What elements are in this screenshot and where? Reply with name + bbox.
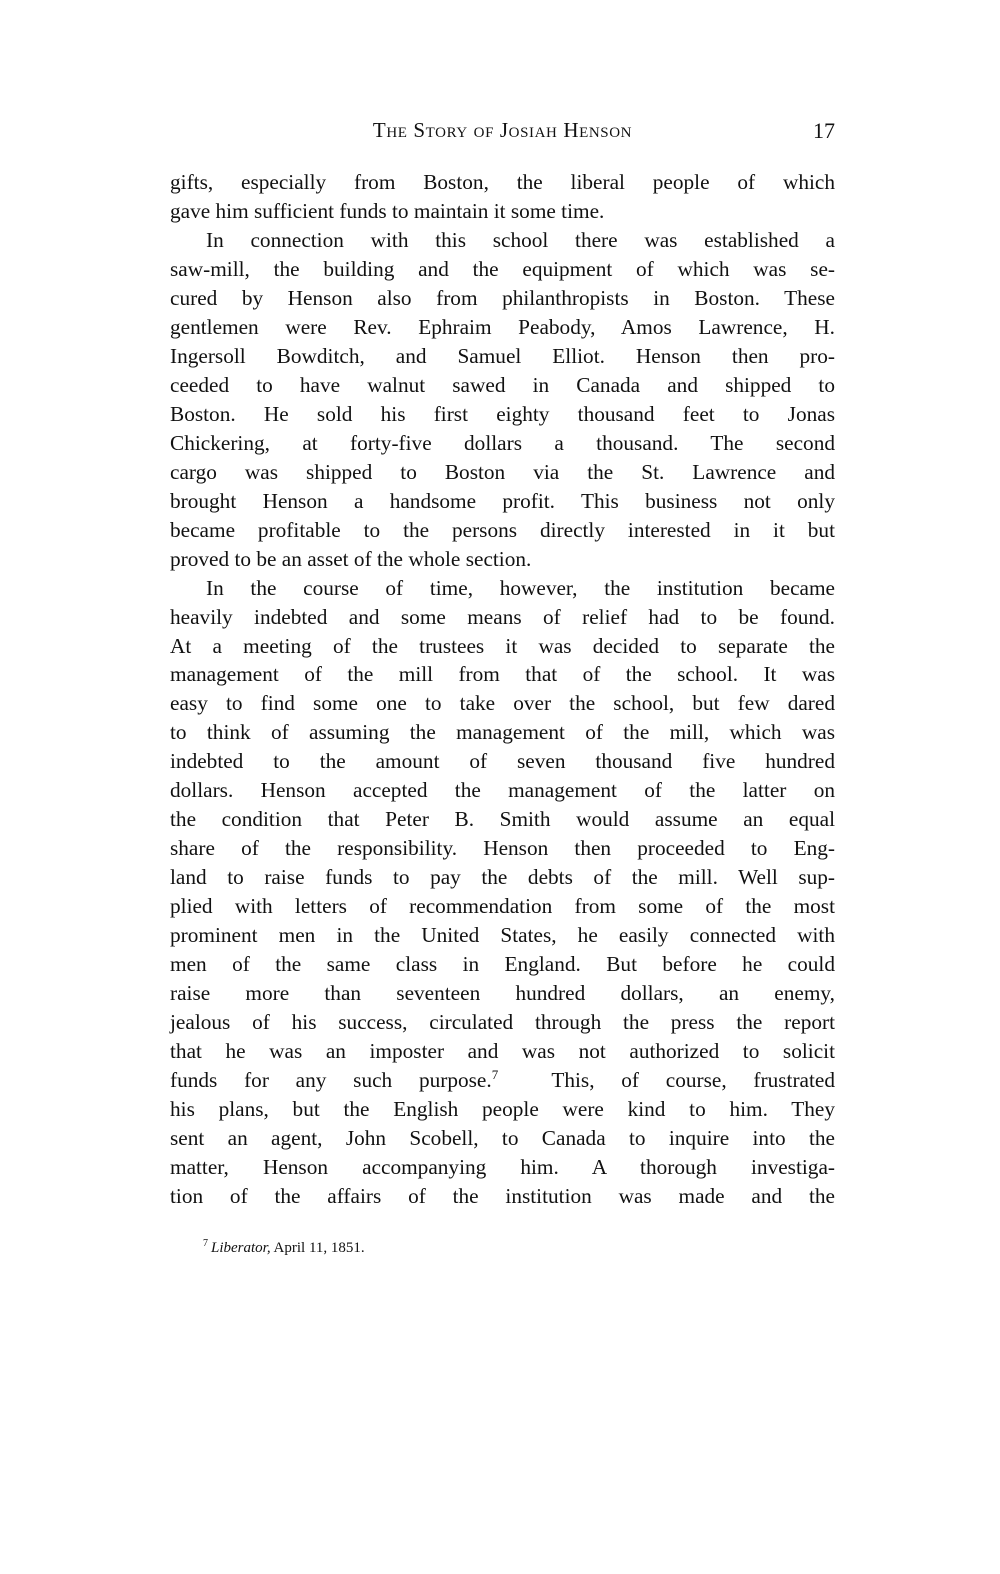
text-line: gentlemen were Rev. Ephraim Peabody, Amos Lawrence, H. [170,314,835,339]
text-line: plied with letters of recommendation from some of the most [170,894,835,919]
text-line: that he was an imposter and was not authorized to solicit [170,1039,835,1064]
text-line: sent an agent, John Scobell, to Canada to inquire into the [170,1125,835,1150]
running-head [170,118,835,152]
footnote [203,1240,365,1257]
body-text [170,168,835,1211]
text-line: Boston. He sold his first eighty thousand feet to Jonas [170,401,835,426]
text-line: cargo was shipped to Boston via the St. Lawrence and [170,459,835,484]
text-line: brought Henson a handsome profit. This business not only [170,488,835,513]
text-line: indebted to the amount of seven thousand five hundred [170,749,835,774]
footnote-reference: 7 [491,1066,499,1082]
text-line: proved to be an asset of the whole section. [170,546,532,571]
footnote-source: Liberator, [211,1240,271,1256]
text-line: ceeded to have walnut sawed in Canada and shipped to [170,372,835,397]
text-line: jealous of his success, circulated through the press the report [170,1010,835,1035]
text-line: At a meeting of the trustees it was decided to separate the [170,633,835,658]
text-line: raise more than seventeen hundred dollars, an enemy, [170,981,835,1006]
text-line: the condition that Peter B. Smith would assume an equal [170,807,835,832]
text-line: land to raise funds to pay the debts of the mill. Well sup- [170,865,835,890]
text-line: management of the mill from that of the school. It was [170,662,835,687]
text-line-with-footnote [170,1066,835,1095]
text-line: prominent men in the United States, he easily connected with [170,923,835,948]
text-line: men of the same class in England. But before he could [170,952,835,977]
text-line: gave him sufficient funds to maintain it some time. [170,198,605,223]
text-line: Chickering, at forty-five dollars a thousand. The second [170,430,835,455]
text-line: gifts, especially from Boston, the liberal people of which [170,170,835,194]
text-line: heavily indebted and some means of relief had to be found. [170,604,835,629]
text-line: tion of the affairs of the institution was made and the [170,1183,835,1208]
text-line: In the course of time, however, the institution became [206,575,835,600]
text-segment: This, of course, frustrated [551,1068,836,1093]
footnote-mark: 7 [203,1238,208,1249]
text-segment: funds for any such purpose. [170,1068,492,1093]
footnote-date: April 11, 1851. [273,1240,365,1256]
text-line: easy to find some one to take over the school, but few dared [170,691,835,716]
text-line: matter, Henson accompanying him. A thorough investiga- [170,1154,835,1179]
text-line: became profitable to the persons directly interested in it but [170,517,835,542]
text-line: saw-mill, the building and the equipment of which was se- [170,256,835,281]
text-line: dollars. Henson accepted the management of the latter on [170,778,835,803]
text-line: share of the responsibility. Henson then proceeded to Eng- [170,836,835,861]
running-title: The Story of Josiah Henson [372,118,633,142]
text-line: In connection with this school there was established a [206,227,835,252]
text-line: to think of assuming the management of the mill, which was [170,720,835,745]
text-line: his plans, but the English people were kind to him. They [170,1097,835,1121]
page-number: 17 [813,118,835,143]
text-line: Ingersoll Bowditch, and Samuel Elliot. Henson then pro- [170,343,835,368]
text-line: cured by Henson also from philanthropists in Boston. These [170,285,835,310]
